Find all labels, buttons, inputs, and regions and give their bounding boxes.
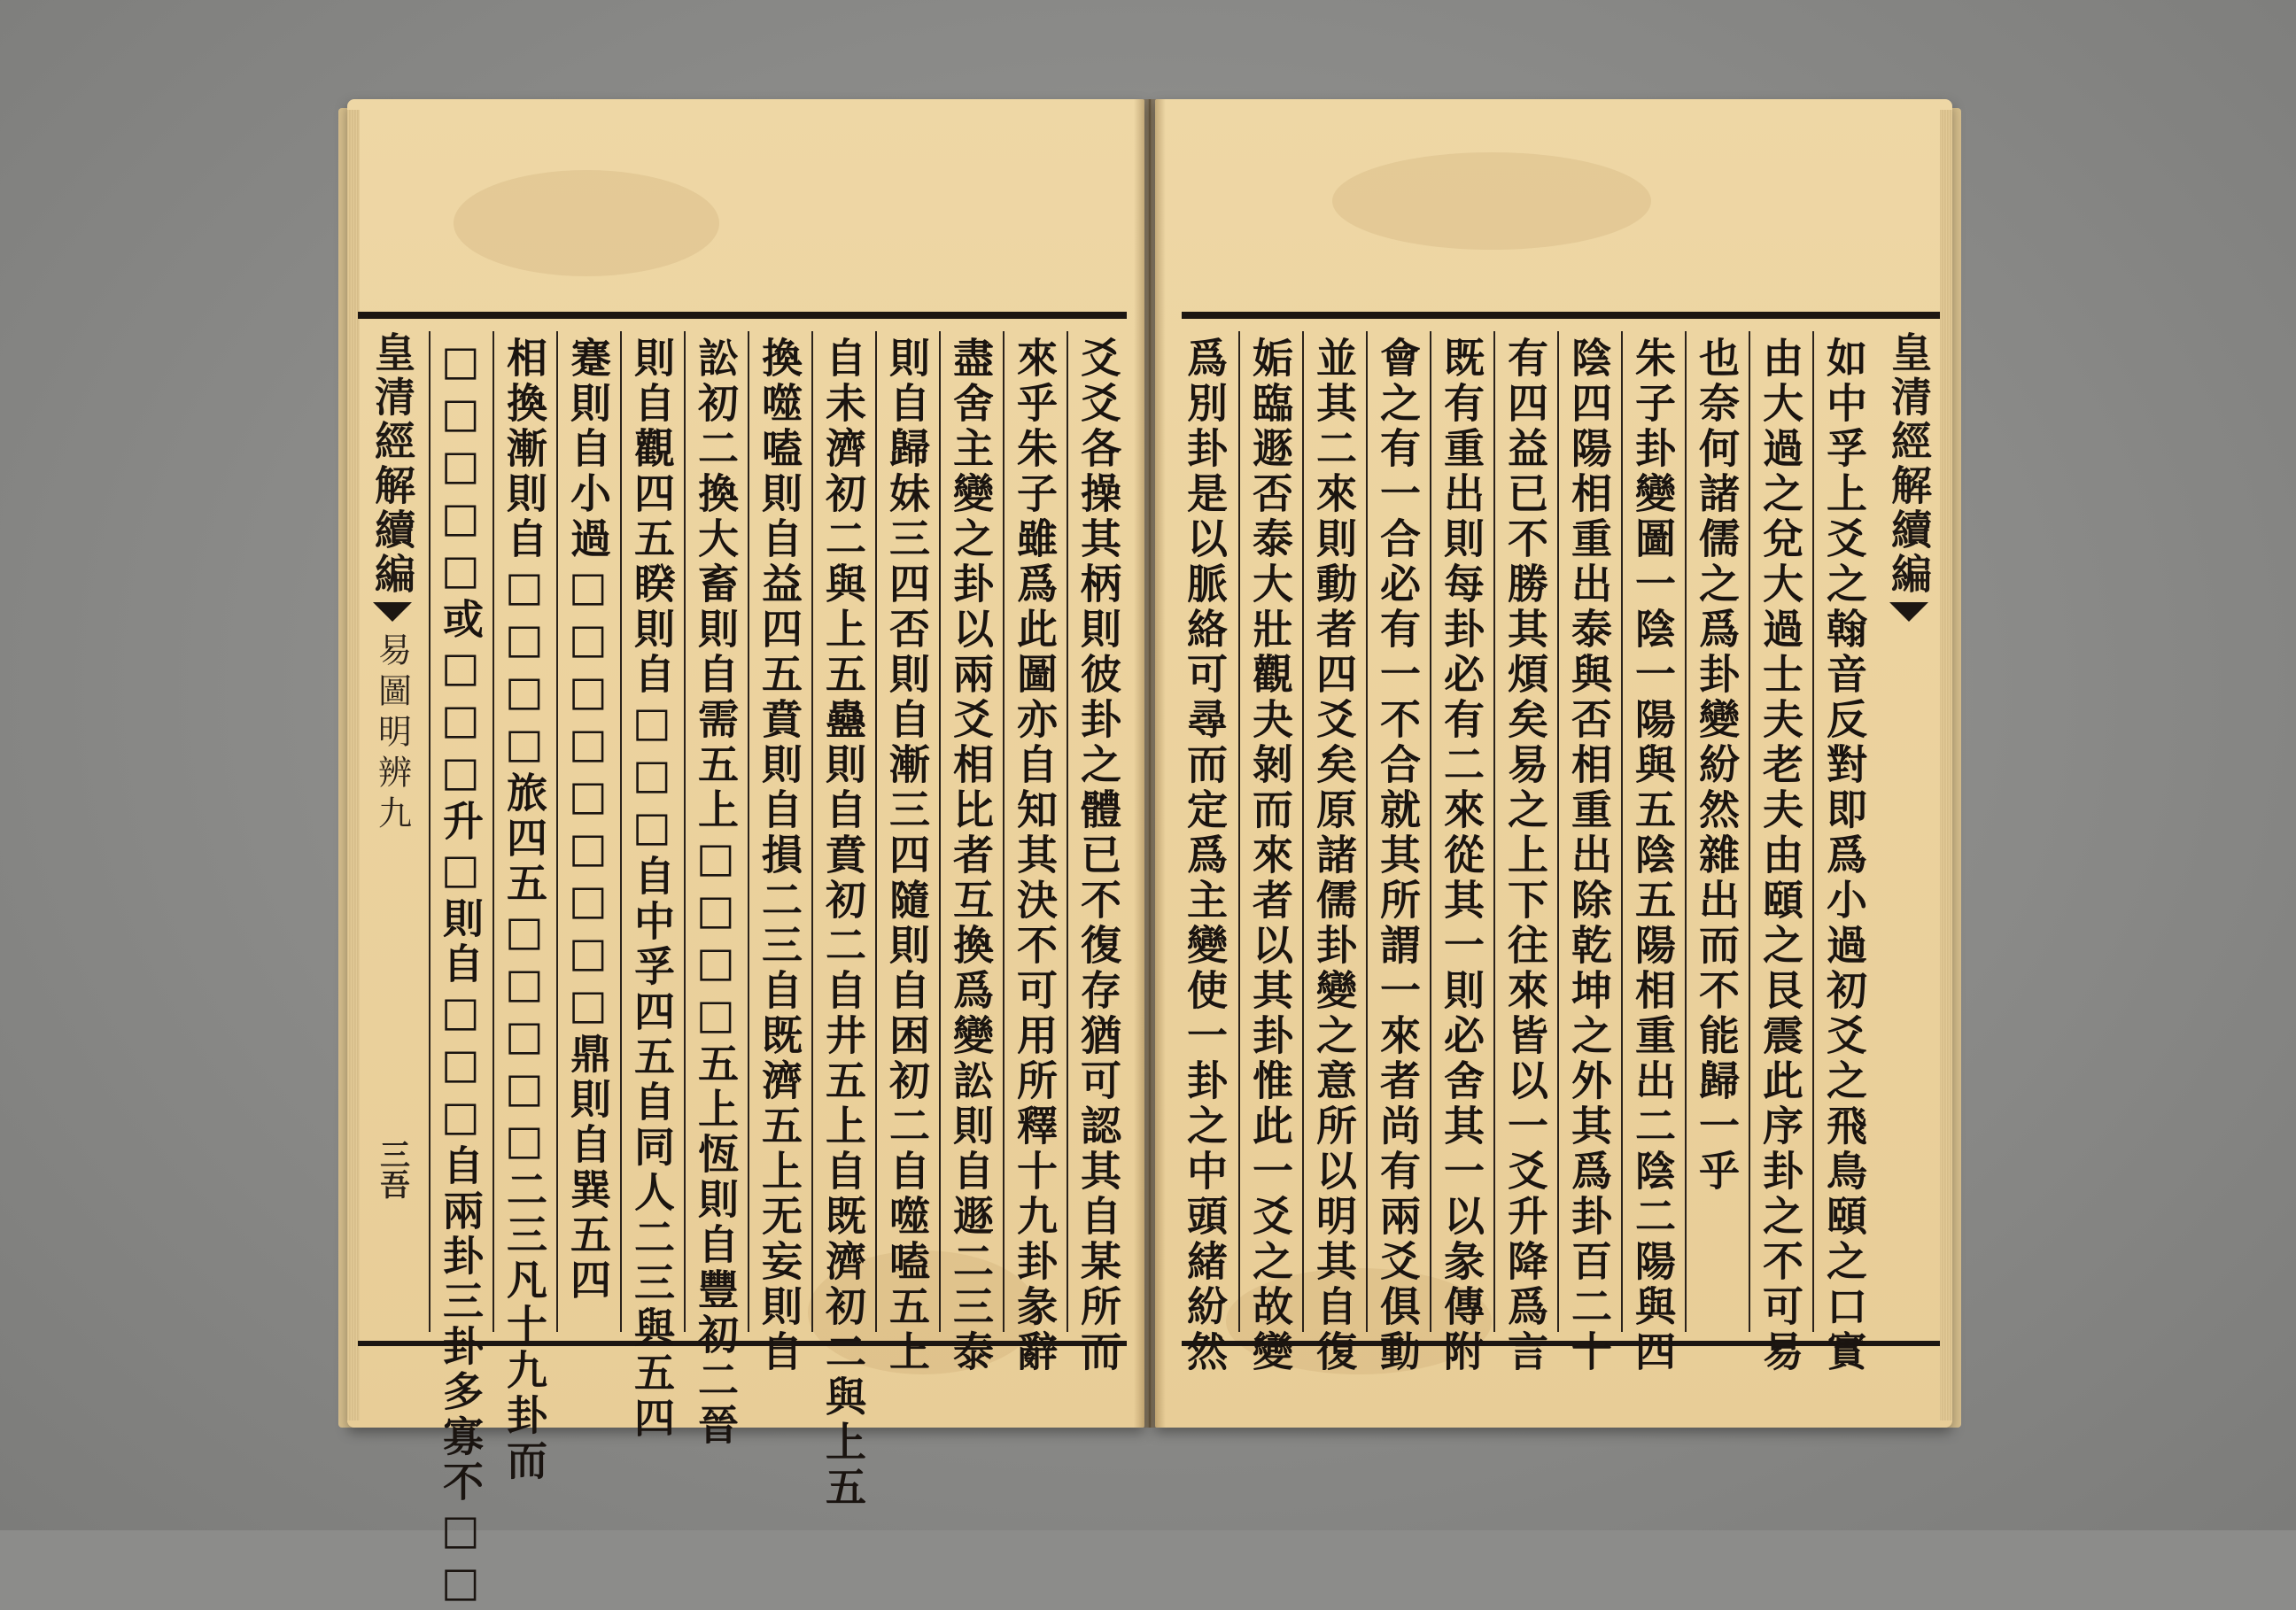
- text-column: 爲別卦是以脈絡可尋而定爲主變使一卦之中頭緒紛然: [1181, 337, 1229, 1375]
- left-page: [347, 99, 1144, 1610]
- left-text-frame: [358, 312, 1127, 1610]
- text-column: 如中孚上爻之翰音反對即爲小過初爻之飛鳥頤之口實: [1812, 331, 1874, 1332]
- book-title: 皇清經解續編: [1885, 331, 1933, 597]
- text-column: 訟初二換大畜則自需五上□□□□五上恆則自豐初二晉: [684, 331, 746, 1332]
- text-column: 有四益已不勝其煩矣易之上下往來皆以一爻升降爲言: [1493, 331, 1555, 1332]
- text-column: □□□□□或□□□升□則自□□□自兩卦三卦多寡不□□: [429, 331, 491, 1332]
- chapter-title: 易圖明辨九: [372, 632, 412, 836]
- fish-tail-mark: [1889, 602, 1928, 622]
- text-column: 則自歸妹三四否則自漸三四隨則自困初二自噬嗑五上: [875, 331, 937, 1332]
- right-text-frame: [1181, 312, 1940, 1375]
- fish-tail-mark: [373, 602, 412, 622]
- paper-stain: [1332, 152, 1651, 250]
- folio-number: 三吾: [374, 1139, 410, 1199]
- right-page-edge: [1940, 110, 1952, 1420]
- text-column: 並其二來則動者四爻矣原諸儒卦變之意所以明其自復: [1302, 331, 1364, 1332]
- text-column: 陰四陽相重出泰與否相重出除乾坤之外其爲卦百二十: [1557, 331, 1619, 1332]
- text-column: 由大過之兌大過士夫老夫由頤之艮震此序卦之不可易: [1749, 331, 1811, 1332]
- book-gutter: [1134, 99, 1166, 1428]
- text-column: 姤臨遯否泰大壯觀夬剝而來者以其卦惟此一爻之故變: [1238, 331, 1300, 1332]
- open-book: [347, 99, 1952, 1610]
- right-page: [1155, 99, 1952, 1428]
- right-page-margin: [1878, 331, 1940, 1332]
- text-column: 蹇則自小過□□□□□□□□□鼎則自巽五四: [556, 331, 618, 1332]
- paper-stain: [454, 170, 719, 276]
- text-column: 相換漸則自□□□□旅四五□□□□□二三凡十九卦而: [493, 331, 555, 1332]
- book-title: 皇清經解續編: [368, 331, 416, 597]
- text-column: 則自觀四五睽則自□□□自中孚四五自同人二三與五四: [620, 331, 682, 1332]
- text-column: 既有重出則每卦必有二來從其一則必舍其一以彖傳附: [1430, 331, 1492, 1332]
- left-page-margin: [361, 331, 423, 1332]
- text-column: 朱子卦變圖一陰一陽與五陰五陽相重出二陰二陽與四: [1621, 331, 1683, 1332]
- text-column: 爻爻各操其柄則彼卦之體已不復存猶可認其自某所而: [1067, 331, 1129, 1332]
- text-column: 來乎朱子雖爲此圖亦自知其決不可用所釋十九卦彖辭: [1003, 331, 1065, 1332]
- text-column: 會之有一合必有一不合就其所謂一來者尚有兩爻俱動: [1366, 331, 1428, 1332]
- text-column: 盡舍主變之卦以兩爻相比者互換爲變訟則自遯二三泰: [939, 331, 1001, 1332]
- text-column: 也奈何諸儒之爲卦變紛然雜出而不能歸一乎: [1685, 331, 1747, 1332]
- text-column: 換噬嗑則自益四五賁則自損二三自既濟五上无妄則自: [748, 331, 810, 1332]
- text-column: 自未濟初二與上五蠱則自賁初二自井五上自既濟初二與上五: [811, 331, 873, 1332]
